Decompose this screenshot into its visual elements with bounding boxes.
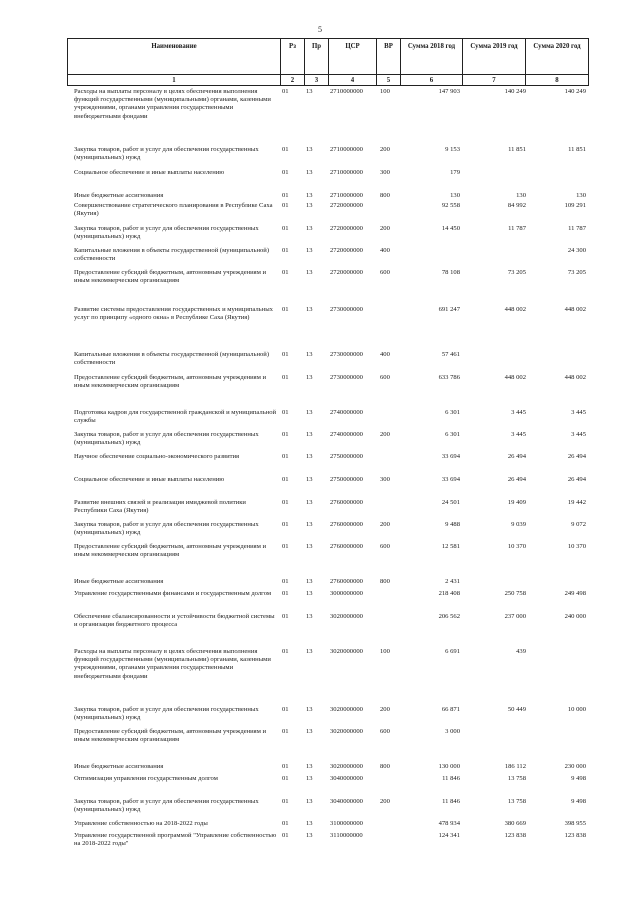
cell-csr: 3020000000 [330, 763, 363, 770]
cell-pr: 13 [306, 590, 313, 597]
cell-s2019: 3 445 [511, 431, 526, 438]
cell-s2018: 206 562 [438, 613, 460, 620]
cell-csr: 2740000000 [330, 431, 363, 438]
cell-rz: 01 [282, 706, 289, 713]
cell-s2020: 11 787 [568, 225, 586, 232]
cell-vr: 800 [380, 578, 390, 585]
cell-s2018: 6 301 [445, 409, 460, 416]
cell-vr: 200 [380, 431, 390, 438]
cell-name: Социальное обеспечение и иные выплаты населению [74, 169, 225, 176]
cell-s2018: 11 846 [442, 775, 460, 782]
cell-s2018: 57 461 [441, 351, 460, 358]
header-sum-2020: Сумма 2020 год [526, 39, 589, 75]
header-number: 2 [281, 75, 305, 86]
cell-s2020: 26 494 [567, 453, 586, 460]
page-number: 5 [318, 25, 322, 34]
cell-s2019: 26 494 [507, 453, 526, 460]
cell-vr: 600 [380, 728, 390, 735]
header-sum-2019: Сумма 2019 год [463, 39, 526, 75]
cell-csr: 3020000000 [330, 613, 363, 620]
cell-s2020: 123 838 [564, 832, 586, 839]
cell-pr: 13 [306, 247, 313, 254]
cell-rz: 01 [282, 728, 289, 735]
cell-s2020: 140 249 [564, 88, 586, 95]
cell-csr: 2750000000 [330, 476, 363, 483]
cell-s2020: 130 [576, 192, 586, 199]
cell-csr: 2720000000 [330, 247, 363, 254]
cell-s2018: 2 431 [445, 578, 460, 585]
cell-pr: 13 [306, 225, 313, 232]
cell-s2018: 33 694 [441, 453, 460, 460]
cell-pr: 13 [306, 763, 313, 770]
cell-csr: 2710000000 [330, 169, 363, 176]
cell-name: Закупка товаров, работ и услуг для обеспечения государственных (муниципальных) нужд [74, 521, 259, 537]
cell-vr: 100 [380, 648, 390, 655]
cell-name: Иные бюджетные ассигнования [74, 192, 164, 199]
cell-rz: 01 [282, 192, 289, 199]
cell-rz: 01 [282, 351, 289, 358]
cell-rz: 01 [282, 613, 289, 620]
cell-pr: 13 [306, 706, 313, 713]
header-number: 4 [329, 75, 377, 86]
cell-csr: 3040000000 [330, 798, 363, 805]
cell-s2020: 24 300 [567, 247, 586, 254]
cell-name: Оптимизация управления государственным долгом [74, 775, 218, 782]
cell-s2019: 10 370 [507, 543, 526, 550]
cell-pr: 13 [306, 146, 313, 153]
header-sum-2018: Сумма 2018 год [401, 39, 463, 75]
cell-name: Совершенствование стратегического планирования в Республике Саха (Якутия) [74, 202, 273, 218]
cell-name: Научное обеспечение социально-экономического развития [74, 453, 240, 460]
cell-rz: 01 [282, 648, 289, 655]
cell-rz: 01 [282, 169, 289, 176]
cell-s2020: 10 370 [567, 543, 586, 550]
cell-s2020: 240 000 [564, 613, 586, 620]
header-csr: ЦСР [329, 39, 377, 75]
cell-pr: 13 [306, 192, 313, 199]
cell-s2020: 109 291 [564, 202, 586, 209]
cell-s2019: 13 758 [507, 775, 526, 782]
cell-pr: 13 [306, 775, 313, 782]
cell-csr: 3020000000 [330, 648, 363, 655]
cell-pr: 13 [306, 499, 313, 506]
cell-s2019: 11 787 [508, 225, 526, 232]
cell-vr: 800 [380, 192, 390, 199]
header-number: 3 [305, 75, 329, 86]
cell-s2020: 10 000 [567, 706, 586, 713]
cell-s2018: 633 786 [438, 374, 460, 381]
cell-vr: 200 [380, 706, 390, 713]
cell-name: Расходы на выплаты персоналу в целях обеспечения выполнения функций государственными (муниципальными) органами, казенными учреждениями, органами управления государственными внебюджетными фондами [74, 648, 271, 680]
cell-s2020: 3 445 [571, 409, 586, 416]
cell-pr: 13 [306, 202, 313, 209]
cell-rz: 01 [282, 247, 289, 254]
cell-name: Управление собственностью на 2018-2022 годы [74, 820, 208, 827]
cell-rz: 01 [282, 521, 289, 528]
cell-csr: 3020000000 [330, 706, 363, 713]
cell-s2018: 218 408 [438, 590, 460, 597]
cell-s2018: 33 694 [441, 476, 460, 483]
cell-rz: 01 [282, 798, 289, 805]
cell-s2018: 11 846 [442, 798, 460, 805]
cell-s2020: 26 494 [567, 476, 586, 483]
cell-s2019: 186 112 [504, 763, 526, 770]
cell-vr: 200 [380, 225, 390, 232]
cell-csr: 2760000000 [330, 543, 363, 550]
cell-vr: 100 [380, 88, 390, 95]
cell-name: Предоставление субсидий бюджетным, автономным учреждениям и иным некоммерческим организациям [74, 374, 267, 390]
cell-pr: 13 [306, 613, 313, 620]
cell-csr: 3110000000 [330, 832, 363, 839]
cell-csr: 2720000000 [330, 202, 363, 209]
cell-csr: 2750000000 [330, 453, 363, 460]
cell-name: Иные бюджетные ассигнования [74, 578, 164, 585]
cell-s2019: 130 [516, 192, 526, 199]
cell-s2020: 249 498 [564, 590, 586, 597]
cell-csr: 2720000000 [330, 225, 363, 232]
cell-pr: 13 [306, 431, 313, 438]
cell-s2018: 130 000 [438, 763, 460, 770]
cell-rz: 01 [282, 590, 289, 597]
cell-s2019: 140 249 [504, 88, 526, 95]
cell-s2019: 448 002 [504, 374, 526, 381]
cell-pr: 13 [306, 648, 313, 655]
cell-s2020: 230 000 [564, 763, 586, 770]
cell-s2020: 9 498 [571, 775, 586, 782]
cell-s2019: 73 205 [507, 269, 526, 276]
cell-rz: 01 [282, 832, 289, 839]
cell-pr: 13 [306, 832, 313, 839]
cell-name: Развитие внешних связей и реализация имиджевой политики Республики Саха (Якутия) [74, 499, 246, 515]
cell-csr: 2740000000 [330, 409, 363, 416]
cell-s2020: 19 442 [567, 499, 586, 506]
cell-rz: 01 [282, 202, 289, 209]
cell-vr: 200 [380, 798, 390, 805]
cell-s2018: 3 000 [445, 728, 460, 735]
cell-s2018: 6 691 [445, 648, 460, 655]
cell-rz: 01 [282, 88, 289, 95]
cell-pr: 13 [306, 269, 313, 276]
header-rz: Рз [281, 39, 305, 75]
cell-rz: 01 [282, 775, 289, 782]
cell-rz: 01 [282, 476, 289, 483]
cell-csr: 2710000000 [330, 192, 363, 199]
cell-vr: 600 [380, 269, 390, 276]
cell-pr: 13 [306, 820, 313, 827]
cell-name: Социальное обеспечение и иные выплаты населению [74, 476, 225, 483]
cell-rz: 01 [282, 453, 289, 460]
cell-pr: 13 [306, 728, 313, 735]
cell-name: Предоставление субсидий бюджетным, автономным учреждениям и иным некоммерческим организациям [74, 269, 267, 285]
cell-rz: 01 [282, 225, 289, 232]
cell-vr: 600 [380, 543, 390, 550]
cell-name: Подготовка кадров для государственной гражданской и муниципальной службы [74, 409, 277, 425]
cell-s2018: 179 [450, 169, 460, 176]
cell-rz: 01 [282, 763, 289, 770]
cell-s2019: 11 851 [508, 146, 526, 153]
cell-pr: 13 [306, 306, 313, 313]
cell-s2020: 9 072 [571, 521, 586, 528]
header-pr: Пр [305, 39, 329, 75]
cell-vr: 300 [380, 476, 390, 483]
cell-pr: 13 [306, 351, 313, 358]
cell-csr: 2710000000 [330, 146, 363, 153]
cell-vr: 400 [380, 351, 390, 358]
cell-s2020: 11 851 [568, 146, 586, 153]
cell-pr: 13 [306, 798, 313, 805]
cell-csr: 2760000000 [330, 521, 363, 528]
cell-s2018: 14 450 [441, 225, 460, 232]
header-number: 8 [526, 75, 589, 86]
cell-s2018: 478 934 [438, 820, 460, 827]
cell-csr: 2760000000 [330, 499, 363, 506]
cell-vr: 400 [380, 247, 390, 254]
cell-name: Закупка товаров, работ и услуг для обеспечения государственных (муниципальных) нужд [74, 431, 259, 447]
cell-s2018: 9 488 [445, 521, 460, 528]
header-number: 7 [463, 75, 526, 86]
cell-s2018: 92 558 [441, 202, 460, 209]
cell-s2020: 3 445 [571, 431, 586, 438]
cell-name: Управление государственной программой "Управление собственностью на 2018-2022 годы" [74, 832, 277, 848]
cell-pr: 13 [306, 169, 313, 176]
cell-csr: 2730000000 [330, 374, 363, 381]
cell-pr: 13 [306, 374, 313, 381]
cell-name: Предоставление субсидий бюджетным, автономным учреждениям и иным некоммерческим организациям [74, 728, 267, 744]
cell-pr: 13 [306, 521, 313, 528]
header-number: 1 [68, 75, 281, 86]
cell-name: Закупка товаров, работ и услуг для обеспечения государственных (муниципальных) нужд [74, 146, 259, 162]
cell-csr: 3100000000 [330, 820, 363, 827]
cell-s2019: 9 039 [511, 521, 526, 528]
cell-name: Предоставление субсидий бюджетным, автономным учреждениям и иным некоммерческим организациям [74, 543, 267, 559]
cell-name: Закупка товаров, работ и услуг для обеспечения государственных (муниципальных) нужд [74, 225, 259, 241]
cell-name: Закупка товаров, работ и услуг для обеспечения государственных (муниципальных) нужд [74, 706, 259, 722]
cell-s2019: 439 [516, 648, 526, 655]
cell-rz: 01 [282, 306, 289, 313]
cell-vr: 300 [380, 169, 390, 176]
cell-s2019: 123 838 [504, 832, 526, 839]
cell-s2018: 9 153 [445, 146, 460, 153]
cell-s2018: 78 108 [441, 269, 460, 276]
cell-csr: 3040000000 [330, 775, 363, 782]
cell-s2018: 66 871 [441, 706, 460, 713]
header-number: 6 [401, 75, 463, 86]
cell-pr: 13 [306, 88, 313, 95]
cell-name: Закупка товаров, работ и услуг для обеспечения государственных (муниципальных) нужд [74, 798, 259, 814]
cell-s2020: 73 205 [567, 269, 586, 276]
cell-s2019: 13 758 [507, 798, 526, 805]
cell-name: Управление государственными финансами и государственным долгом [74, 590, 272, 597]
cell-name: Обеспечение сбалансированности и устойчивости бюджетной системы и организация бюджетного процесса [74, 613, 275, 629]
cell-pr: 13 [306, 578, 313, 585]
cell-rz: 01 [282, 269, 289, 276]
cell-vr: 200 [380, 521, 390, 528]
cell-name: Капитальные вложения в объекты государственной (муниципальной) собственности [74, 351, 270, 367]
cell-vr: 600 [380, 374, 390, 381]
cell-pr: 13 [306, 453, 313, 460]
cell-s2020: 398 955 [564, 820, 586, 827]
cell-csr: 3020000000 [330, 728, 363, 735]
cell-s2018: 12 581 [441, 543, 460, 550]
cell-s2020: 448 002 [564, 374, 586, 381]
cell-csr: 2720000000 [330, 269, 363, 276]
cell-rz: 01 [282, 374, 289, 381]
cell-rz: 01 [282, 431, 289, 438]
cell-name: Расходы на выплаты персоналу в целях обеспечения выполнения функций государственными (муниципальными) органами, казенными учреждениями, органами управления государственными внебюджетными фондами [74, 88, 271, 120]
cell-s2019: 50 449 [507, 706, 526, 713]
cell-rz: 01 [282, 543, 289, 550]
cell-s2018: 124 341 [438, 832, 460, 839]
cell-rz: 01 [282, 578, 289, 585]
cell-s2019: 380 669 [504, 820, 526, 827]
cell-s2019: 250 758 [504, 590, 526, 597]
cell-pr: 13 [306, 409, 313, 416]
cell-rz: 01 [282, 820, 289, 827]
cell-rz: 01 [282, 146, 289, 153]
cell-csr: 2730000000 [330, 351, 363, 358]
header-name: Наименование [68, 39, 281, 75]
cell-s2019: 3 445 [511, 409, 526, 416]
cell-s2018: 130 [450, 192, 460, 199]
cell-rz: 01 [282, 499, 289, 506]
cell-csr: 3000000000 [330, 590, 363, 597]
header-number: 5 [377, 75, 401, 86]
cell-name: Развитие системы предоставления государственных и муниципальных услуг по принципу «одного окна» в Республике Саха (Якутия) [74, 306, 273, 322]
cell-vr: 800 [380, 763, 390, 770]
cell-s2019: 19 409 [507, 499, 526, 506]
cell-pr: 13 [306, 476, 313, 483]
cell-csr: 2760000000 [330, 578, 363, 585]
cell-s2019: 84 992 [507, 202, 526, 209]
cell-s2019: 26 494 [507, 476, 526, 483]
cell-s2018: 147 903 [438, 88, 460, 95]
cell-s2019: 237 000 [504, 613, 526, 620]
cell-csr: 2710000000 [330, 88, 363, 95]
header-vr: ВР [377, 39, 401, 75]
cell-name: Иные бюджетные ассигнования [74, 763, 164, 770]
cell-s2020: 448 002 [564, 306, 586, 313]
cell-s2018: 24 501 [441, 499, 460, 506]
cell-pr: 13 [306, 543, 313, 550]
cell-s2018: 691 247 [438, 306, 460, 313]
cell-s2018: 6 301 [445, 431, 460, 438]
cell-rz: 01 [282, 409, 289, 416]
cell-s2020: 9 498 [571, 798, 586, 805]
cell-name: Капитальные вложения в объекты государственной (муниципальной) собственности [74, 247, 270, 263]
cell-csr: 2730000000 [330, 306, 363, 313]
cell-vr: 200 [380, 146, 390, 153]
cell-s2019: 448 002 [504, 306, 526, 313]
